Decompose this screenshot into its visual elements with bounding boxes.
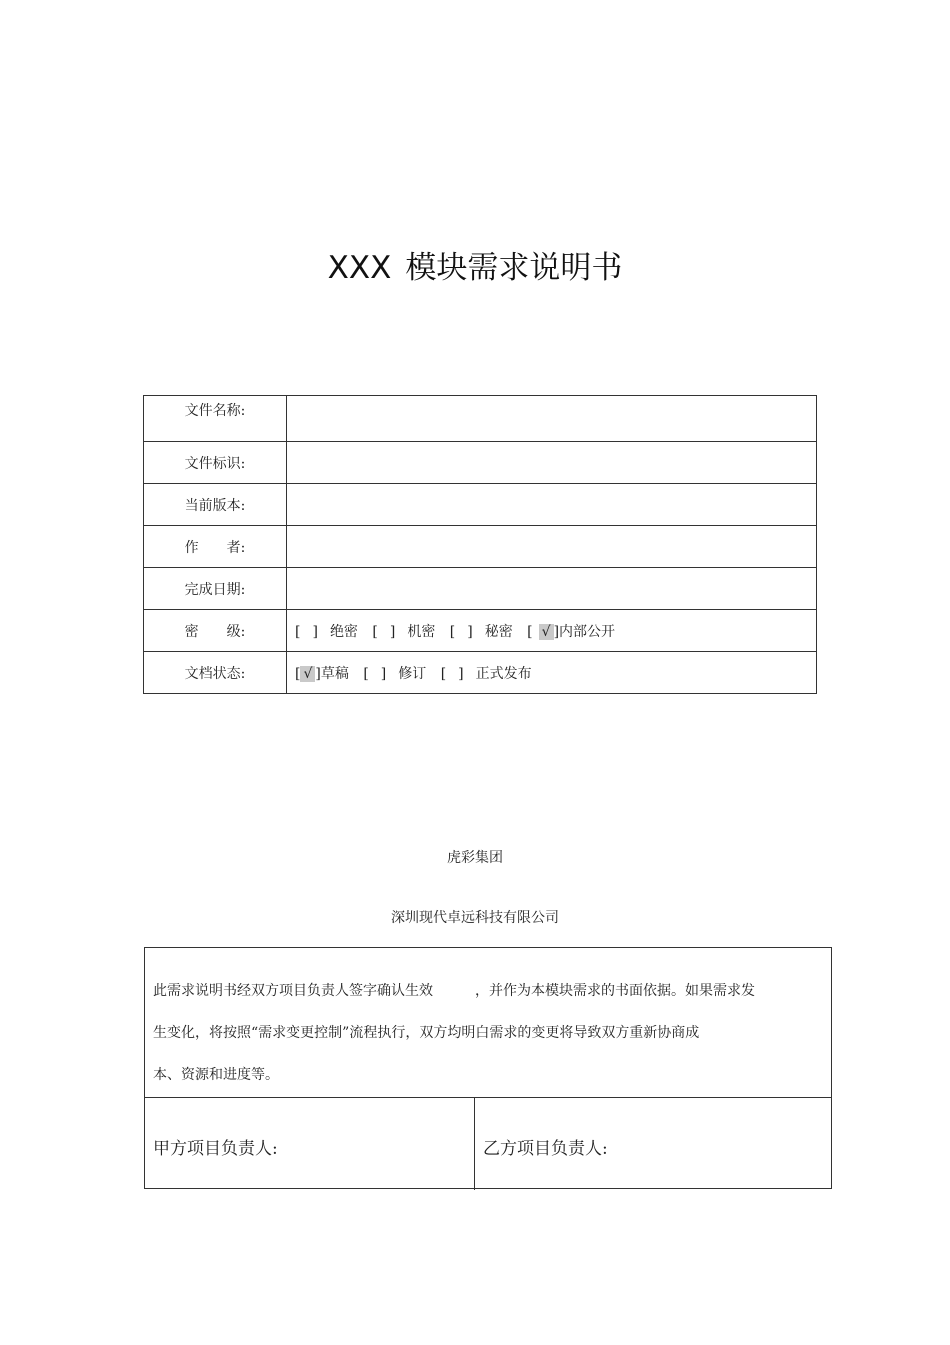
- table-row: [144, 526, 817, 568]
- document-status-label: 文档状态:: [144, 652, 287, 694]
- party-a-signature-cell[interactable]: [145, 1098, 475, 1190]
- table-row: [144, 484, 817, 526]
- option-label: 绝密: [329, 623, 358, 640]
- option-label: 正式发布: [475, 665, 532, 682]
- version-value[interactable]: [287, 484, 817, 526]
- security-option-secret[interactable]: [ ] 秘密: [449, 623, 513, 640]
- option-label: 内部公开: [559, 623, 616, 640]
- signature-row: [145, 1097, 831, 1190]
- table-row: [144, 442, 817, 484]
- check-mark-icon: √: [300, 666, 315, 682]
- security-option-top-secret[interactable]: [ ] 绝密: [295, 623, 358, 640]
- table-row: [144, 568, 817, 610]
- company-name: 深圳现代卓远科技有限公司: [391, 910, 559, 926]
- title-text: 模块需求说明书: [405, 250, 623, 286]
- document-info-table: [143, 395, 817, 694]
- document-status-options: [287, 652, 817, 694]
- group-name: 虎彩集团: [447, 850, 503, 866]
- table-row: [144, 610, 817, 652]
- option-label: 草稿: [320, 665, 349, 682]
- statement-line: 此需求说明书经双方项目负责人签字确认生效 ，并作为本模块需求的书面依据。如果需求发: [153, 983, 755, 999]
- author-label: 作 者:: [144, 526, 287, 568]
- completion-date-value[interactable]: [287, 568, 817, 610]
- file-name-label: 文件名称:: [144, 396, 287, 442]
- statement-line: 生变化，将按照“需求变更控制”流程执行，双方均明白需求的变更将导致双方重新协商成: [153, 1025, 700, 1041]
- file-id-label: 文件标识:: [144, 442, 287, 484]
- title-code: XXX: [327, 250, 392, 286]
- security-level-label: 密 级:: [144, 610, 287, 652]
- approval-box: [144, 947, 832, 1189]
- statement-line: 本、资源和进度等。: [153, 1067, 279, 1083]
- security-level-options: [287, 610, 817, 652]
- status-option-revision[interactable]: [ ] 修订: [363, 665, 427, 682]
- party-a-label: 甲方项目负责人:: [153, 1139, 278, 1159]
- status-option-draft[interactable]: [ √ ]草稿: [295, 665, 349, 682]
- file-name-value[interactable]: [287, 396, 817, 442]
- party-b-label: 乙方项目负责人:: [483, 1139, 608, 1159]
- version-label: 当前版本:: [144, 484, 287, 526]
- party-b-signature-cell[interactable]: [475, 1098, 831, 1190]
- option-label: 修订: [398, 665, 427, 682]
- author-value[interactable]: [287, 526, 817, 568]
- file-id-value[interactable]: [287, 442, 817, 484]
- security-option-confidential[interactable]: [ ] 机密: [372, 623, 436, 640]
- option-label: 秘密: [484, 623, 513, 640]
- option-label: 机密: [407, 623, 436, 640]
- completion-date-label: 完成日期:: [144, 568, 287, 610]
- table-row: [144, 396, 817, 442]
- table-row: [144, 652, 817, 694]
- document-title: [0, 242, 950, 287]
- approval-statement: [153, 970, 813, 1096]
- check-mark-icon: √: [539, 624, 554, 640]
- security-option-internal[interactable]: [ √ ]内部公开: [527, 623, 616, 640]
- status-option-official[interactable]: [ ] 正式发布: [440, 665, 532, 682]
